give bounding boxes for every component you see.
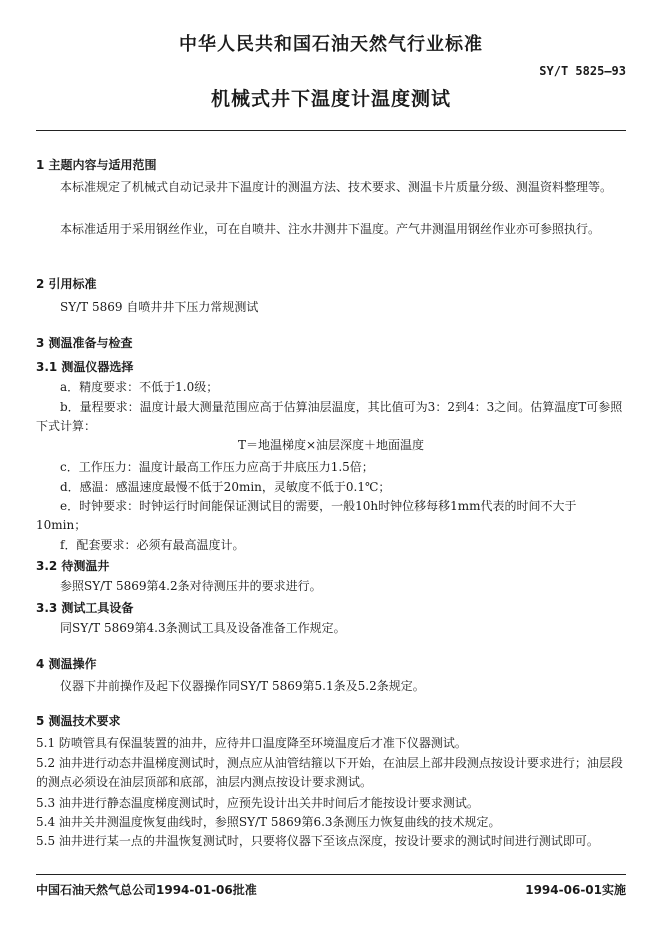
item-3-1-c: c．工作压力：温度计最高工作压力应高于井底压力1.5倍； [60,460,374,474]
approval-note: 中国石油天然气总公司1994-01-06批准 [36,883,257,897]
section-4-heading: 4 测温操作 [36,657,97,671]
section-3-1-heading: 3.1 测温仪器选择 [36,360,134,374]
item-3-1-b: b．量程要求：温度计最大测量范围应高于估算油层温度，其比值可为3：2到4：3之间。估算温度T可参照下式计算： [36,400,623,433]
header-rule [36,130,626,131]
item-5-1: 5.1 防喷管具有保温装置的油井，应待井口温度降至环境温度后才准下仪器测试。 [36,736,467,750]
section-3-3-paragraph: 同SY/T 5869第4.3条测试工具及设备准备工作规定。 [60,621,346,635]
item-3-1-d: d．感温：感温速度最慢不低于20min，灵敏度不低于0.1℃； [60,480,391,494]
effective-date: 1994-06-01实施 [525,883,626,897]
section-1-paragraph-1: 本标准规定了机械式自动记录井下温度计的测温方法、技术要求、测温卡片质量分级、测温资料整理等。 [60,180,613,194]
section-4-paragraph: 仪器下井前操作及起下仪器操作同SY/T 5869第5.1条及5.2条规定。 [60,679,425,693]
item-3-1-e: e．时钟要求：时钟运行时间能保证测试目的需要，一般10h时钟位移每移1mm代表的时间不大于10min； [36,499,577,532]
section-3-2-paragraph: 参照SY/T 5869第4.2条对待测压井的要求进行。 [60,579,322,593]
standard-code: SY/T 5825—93 [539,64,626,78]
item-3-1-f: f．配套要求：必须有最高温度计。 [60,538,245,552]
section-3-2-heading: 3.2 待测温井 [36,559,110,573]
section-3-3-heading: 3.3 测试工具设备 [36,601,134,615]
item-3-1-a: a．精度要求：不低于1.0级； [60,380,219,394]
standard-name: 中华人民共和国石油天然气行业标准 [179,34,483,55]
item-5-2: 5.2 油井进行动态井温梯度测试时，测点应从油管结箍以下开始，在油层上部井段测点按设计要求进行；油层段的测点必须设在油层顶部和底部，油层内测点按设计要求测试。 [36,756,623,789]
item-5-4: 5.4 油井关井测温度恢复曲线时，参照SY/T 5869第6.3条测压力恢复曲线的技术规定。 [36,815,501,829]
section-1-paragraph-2: 本标准适用于采用钢丝作业，可在自喷井、注水井测井下温度。产气井测温用钢丝作业亦可参照执行。 [60,222,601,236]
document-title: 机械式井下温度计温度测试 [210,88,451,110]
temperature-formula: T＝地温梯度×油层深度＋地面温度 [237,438,425,452]
item-5-5: 5.5 油井进行某一点的井温恢复测试时，只要将仪器下至该点深度，按设计要求的测试时间进行测试即可。 [36,834,599,848]
section-2-paragraph-1: SY/T 5869 自喷井井下压力常规测试 [60,300,259,314]
section-5-heading: 5 测温技术要求 [36,714,121,728]
item-5-3: 5.3 油井进行静态温度梯度测试时，应预先设计出关井时间后才能按设计要求测试。 [36,796,479,810]
footer-rule [36,874,626,875]
section-1-heading: 1 主题内容与适用范围 [36,158,157,172]
section-2-heading: 2 引用标准 [36,277,97,291]
section-3-heading: 3 测温准备与检查 [36,336,133,350]
